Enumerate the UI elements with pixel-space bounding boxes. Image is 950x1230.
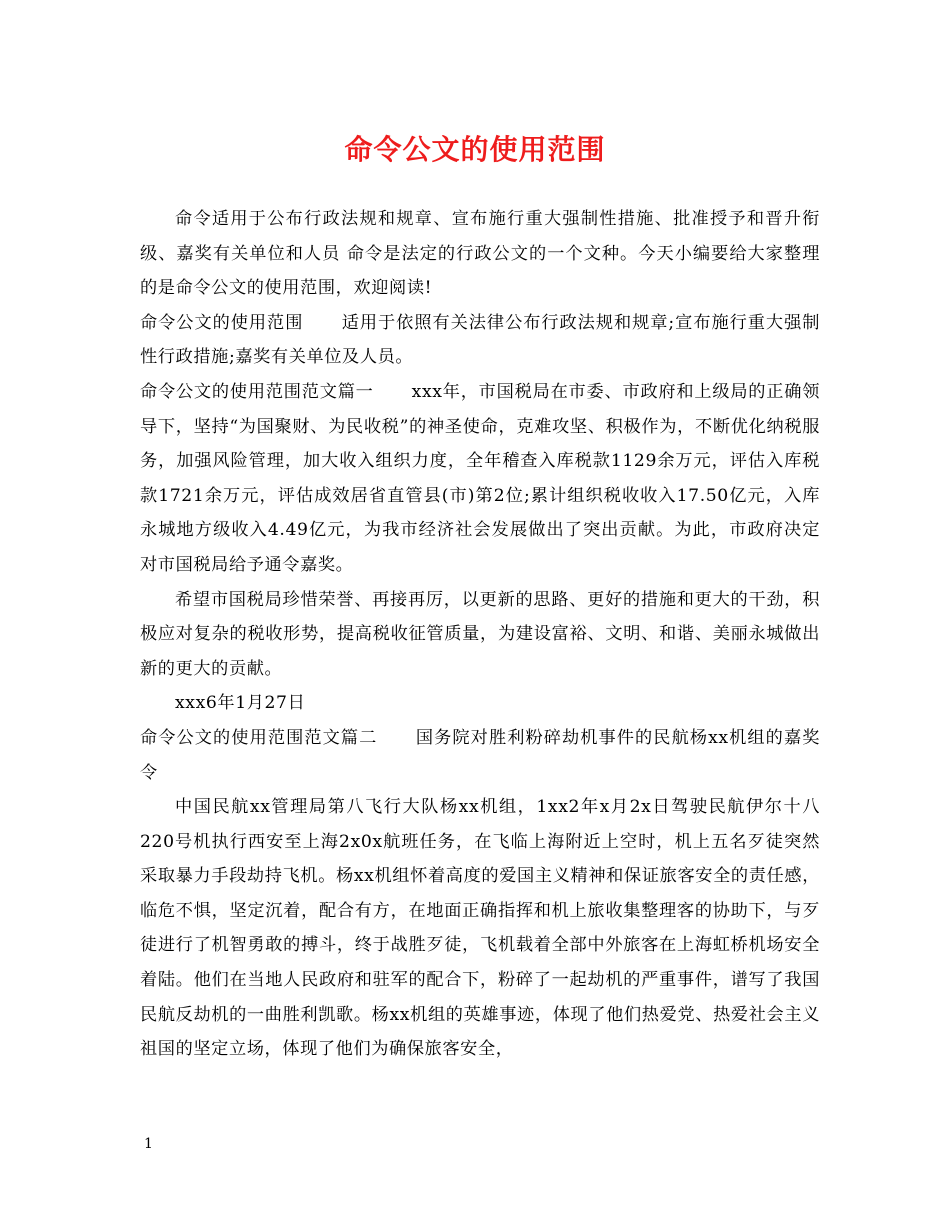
intro-paragraph: 命令适用于公布行政法规和规章、宣布施行重大强制性措施、批准授予和晋升衔级、嘉奖有关单位和人员 命令是法定的行政公文的一个文种。今天小编要给大家整理的是命令公文的使用范围，欢迎阅读! bbox=[140, 209, 820, 299]
sample1-text: xxx年，市国税局在市委、市政府和上级局的正确领导下，坚持“为国聚财、为民收税”的神圣使命，克难攻坚、积极作为，不断优化纳税服务，加强风险管理，加大收入组织力度，全年稽查入库税款1129余万元，评估入库税款1721余万元，评估成效居省直管县(市)第2位;累计组织税收收入17.50亿元，入库永城地方级收入4.49亿元，为我市经济社会发展做出了突出贡献。为此，市政府决定对市国税局给予通令嘉奖。 bbox=[140, 381, 820, 575]
sample2-body-paragraph: 中国民航xx管理局第八飞行大队杨xx机组，1xx2年x月2x日驾驶民航伊尔十八220号机执行西安至上海2x0x航班任务，在飞临上海附近上空时，机上五名歹徒突然采取暴力手段劫持飞机。杨xx机组怀着高度的爱国主义精神和保证旅客安全的责任感，临危不惧，坚定沉着，配合有方，在地面正确指挥和机上旅收集整理客的协助下，与歹徒进行了机智勇敢的搏斗，终于战胜歹徒，飞机载着全部中外旅客在上海虹桥机场安全着陆。他们在当地人民政府和驻军的配合下，粉碎了一起劫机的严重事件，谱写了我国民航反劫机的一曲胜利凯歌。杨xx机组的英雄事迹，体现了他们热爱党、热爱社会主义祖国的坚定立场，体现了他们为确保旅客安全， bbox=[140, 797, 820, 1060]
sample2-text: 国务院对胜利粉碎劫机事件的民航杨xx机组的嘉奖令 bbox=[140, 727, 820, 783]
scope-heading: 命令公文的使用范围 bbox=[140, 312, 304, 333]
scope-paragraph bbox=[140, 306, 820, 375]
sample1-paragraph-2: 希望市国税局珍惜荣誉、再接再厉，以更新的思路、更好的措施和更大的干劲，积极应对复杂的税收形势，提高税收征管质量，为建设富裕、文明、和谐、美丽永城做出新的更大的贡献。 bbox=[140, 589, 820, 679]
page-number: 1 bbox=[144, 1136, 153, 1152]
scope-text: 适用于依照有关法律公布行政法规和规章;宣布施行重大强制性行政措施;嘉奖有关单位及人员。 bbox=[140, 312, 821, 368]
sample1-paragraph bbox=[140, 375, 820, 583]
document-title: 命令公文的使用范围 bbox=[344, 133, 606, 166]
sample1-heading: 命令公文的使用范围范文篇一 bbox=[140, 381, 374, 402]
sample2-paragraph bbox=[140, 721, 820, 790]
document-body bbox=[140, 202, 820, 1067]
sample1-date: xxx6年1月27日 bbox=[175, 693, 306, 714]
sample2-heading: 命令公文的使用范围范文篇二 bbox=[140, 727, 378, 748]
